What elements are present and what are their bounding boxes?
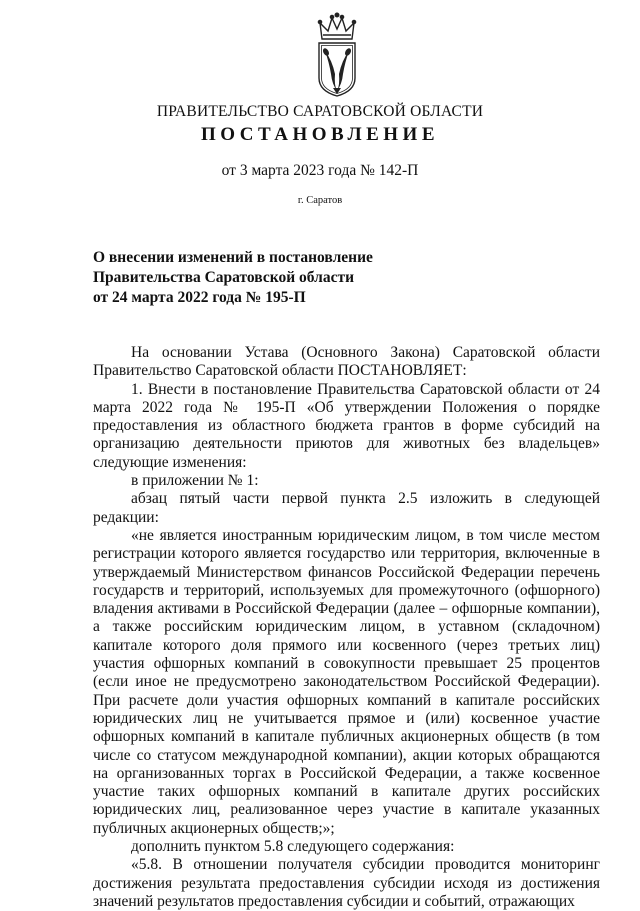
document-type: ПОСТАНОВЛЕНИЕ (200, 124, 440, 145)
body-paragraph-preamble: На основании Устава (Основного Закона) Саратовской области Правительство Саратовской области ПОСТАНОВЛЯЕТ: (93, 344, 600, 380)
document-date-number: от 3 марта 2023 года № 142-П (221, 162, 419, 179)
body-paragraph-item-1: 1. Внести в постановление Правительства Саратовской области от 24 марта 2022 года № 195-П «Об утверждении Положения о порядке предоставления из областного бюджета грантов в форме субсидий на организацию деятельности приютов для животных без владельцев» следующие изменения: (93, 380, 600, 471)
subject-line: Правительства Саратовской области (93, 269, 354, 286)
document-body (93, 344, 600, 911)
subject-line: О внесении изменений в постановление (93, 249, 373, 266)
issuing-authority: ПРАВИТЕЛЬСТВО САРАТОВСКОЙ ОБЛАСТИ (156, 103, 484, 120)
saratov-coat-of-arms-icon (310, 12, 364, 98)
subject-line: от 24 марта 2022 года № 195-П (93, 289, 306, 306)
document-place: г. Саратов (297, 195, 343, 206)
body-paragraph-clause-5-8: «5.8. В отношении получателя субсидии проводится мониторинг достижения результата предоставления субсидии исходя из достижения значений результатов предоставления субсидии и событий, отражающих (93, 856, 600, 910)
body-paragraph-appendix: в приложении № 1: (131, 472, 259, 490)
body-paragraph-addition: дополнить пунктом 5.8 следующего содержания: (131, 838, 455, 856)
body-paragraph-quoted-text: «не является иностранным юридическим лицом, в том числе местом регистрации которого является государство или территория, включенные в утверждаемый Министерством финансов Российской Федерации перечень государств и территорий, используемых для промежуточного (офшорного) владения активами в Российской Федерации (далее – офшорные компании), а также российским юридическим лицом, в уставном (складочном) капитале которого доля прямого или косвенного (через третьих лиц) участия офшорных компаний в совокупности превышает 25 процентов (если иное не предусмотрено законодательством Российской Федерации). При расчете доли участия офшорных компаний в капитале российских юридических лиц не учитывается прямое и (или) косвенное участие офшорных компаний в капитале публичных акционерных обществ (в том числе со статусом международной компании), акции которых обращаются на организованных торгах в Российской Федерации, а также косвенное участие таких офшорных компаний в капитале других российских юридических лиц, реализованное через участие в капитале указанных публичных акционерных обществ;»; (93, 526, 600, 837)
document-subject (93, 248, 423, 308)
body-paragraph-instruction: абзац пятый части первой пункта 2.5 изложить в следующей редакции: (93, 490, 600, 526)
